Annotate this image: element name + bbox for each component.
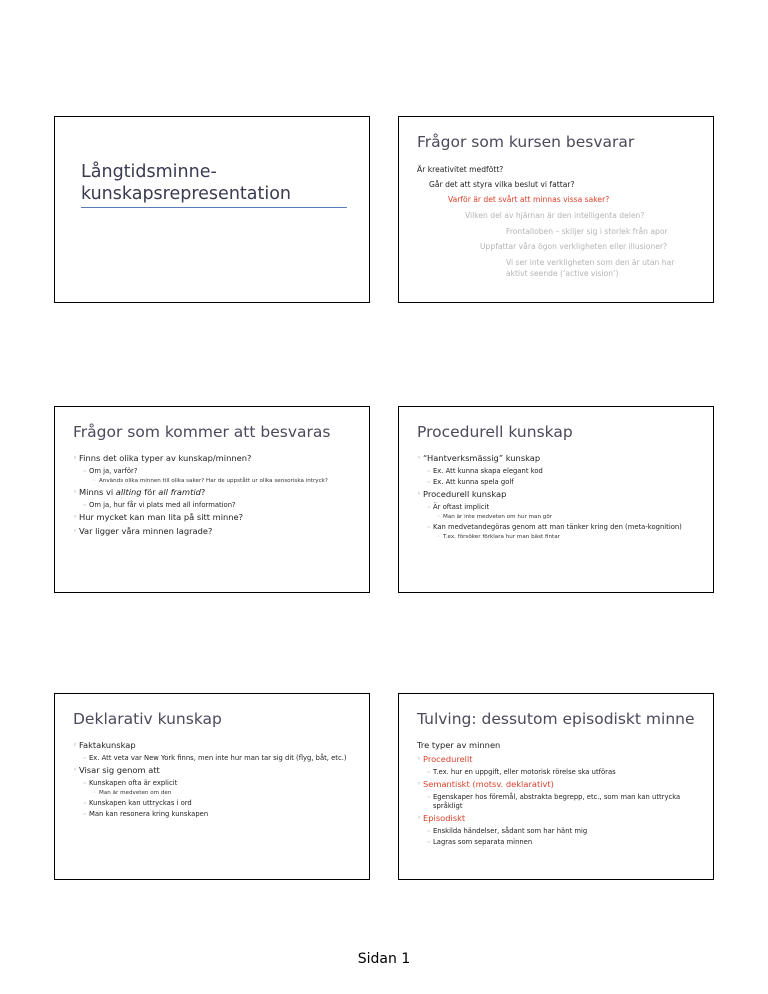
bullet-item: ◦ Är oftast implicit bbox=[427, 503, 490, 511]
bullet-icon: ◦ bbox=[427, 828, 431, 835]
bullet-item: ◦ Egenskaper hos föremål, abstrakta begrepp, etc., som man kan uttrycka språkligt bbox=[427, 793, 681, 810]
question-line-faded: Vi ser inte verkligheten som den är utan har bbox=[506, 258, 675, 267]
bullet-item: ◦ Man är medveten om den bbox=[93, 790, 172, 796]
bullet-icon: ◦ bbox=[73, 454, 78, 462]
bullet-icon: ◦ bbox=[427, 504, 431, 511]
question-line-faded: Frontalloben – skiljer sig i storlek från apor bbox=[506, 227, 668, 236]
bullet-icon: ◦ bbox=[83, 800, 87, 807]
bullet-icon: ◦ bbox=[427, 769, 431, 776]
slide-body bbox=[417, 453, 695, 543]
bullet-icon: ◦ bbox=[73, 527, 78, 535]
slide-procedurell bbox=[398, 406, 714, 593]
slide-title bbox=[54, 116, 370, 303]
bullet-item: ◦ Ex. Att kunna spela golf bbox=[427, 478, 514, 486]
bullet-item: ◦ Kunskapen ofta är explicit bbox=[83, 779, 178, 787]
title-line-2: kunskapsrepresentation bbox=[81, 184, 292, 204]
bullet-icon: ◦ bbox=[93, 478, 96, 484]
question-line: Går det att styra vilka beslut vi fattar? bbox=[429, 180, 575, 189]
slide-body bbox=[417, 740, 695, 849]
bullet-icon: ◦ bbox=[417, 780, 422, 788]
bullet-item: ◦ Ex. Att veta var New York finns, men inte hur man tar sig dit (flyg, båt, etc.) bbox=[83, 754, 347, 762]
question-line-faded: Vilken del av hjärnan är den intelligenta delen? bbox=[465, 211, 645, 220]
bullet-item: ◦ Om ja, hur får vi plats med all information? bbox=[83, 501, 236, 509]
bullet-item: ◦ Om ja, varför? bbox=[83, 467, 138, 475]
slide-tulving bbox=[398, 693, 714, 880]
slide-fragor-besvaras bbox=[54, 406, 370, 593]
slide-fragor-kursen bbox=[398, 116, 714, 303]
bullet-icon: ◦ bbox=[83, 468, 87, 475]
bullet-icon: ◦ bbox=[73, 488, 78, 496]
intro-line: Tre typer av minnen bbox=[417, 740, 501, 750]
bullet-icon: ◦ bbox=[73, 766, 78, 774]
bullet-item: ◦ Hur mycket kan man lita på sitt minne? bbox=[73, 512, 244, 522]
bullet-icon: ◦ bbox=[427, 524, 431, 531]
bullet-icon: ◦ bbox=[427, 839, 431, 846]
bullet-item: ◦ Man är inte medveten om hur man gör bbox=[437, 514, 553, 520]
slide-heading: Procedurell kunskap bbox=[417, 423, 573, 441]
bullet-item: ◦ Man kan resonera kring kunskapen bbox=[83, 810, 209, 818]
slide-body bbox=[73, 453, 351, 540]
bullet-icon: ◦ bbox=[417, 814, 422, 822]
slide-heading: Frågor som kursen besvarar bbox=[417, 133, 635, 151]
bullet-item: ◦ Enskilda händelser, sådant som har hänt mig bbox=[427, 827, 588, 835]
bullet-icon: ◦ bbox=[427, 794, 431, 801]
slide-heading: Frågor som kommer att besvaras bbox=[73, 423, 331, 441]
bullet-item-highlight: ◦ Episodiskt bbox=[417, 813, 466, 823]
bullet-icon: ◦ bbox=[73, 741, 78, 749]
bullet-item: ◦ Används olika minnen till olika saker? Har de uppstått ur olika sensoriska intryck? bbox=[93, 478, 328, 484]
page-number: Sidan 1 bbox=[357, 951, 411, 967]
bullet-item: ◦ Kan medvetandegöras genom att man tänker kring den (meta-kognition) bbox=[427, 523, 682, 531]
bullet-item: ◦ Procedurell kunskap bbox=[417, 489, 507, 499]
bullet-item: ◦ Minns vi allting för all framtid? bbox=[73, 487, 206, 497]
bullet-item-highlight: ◦ Procedurellt bbox=[417, 754, 473, 764]
bullet-icon: ◦ bbox=[83, 780, 87, 787]
question-line-faded: aktivt seende (‘active vision’) bbox=[506, 269, 619, 278]
bullet-item: ◦ Faktakunskap bbox=[73, 740, 136, 750]
slide-deklarativ bbox=[54, 693, 370, 880]
bullet-item: ◦ Kunskapen kan uttryckas i ord bbox=[83, 799, 192, 807]
bullet-icon: ◦ bbox=[83, 502, 87, 509]
bullet-item: ◦ T.ex. försöker förklara hur man bäst fintar bbox=[437, 534, 560, 540]
question-line-highlight: Varför är det svårt att minnas vissa saker? bbox=[448, 195, 610, 204]
bullet-icon: ◦ bbox=[427, 479, 431, 486]
bullet-item: ◦ “Hantverksmässig” kunskap bbox=[417, 453, 541, 463]
bullet-icon: ◦ bbox=[93, 790, 96, 796]
bullet-icon: ◦ bbox=[417, 490, 422, 498]
title-line-1: Långtidsminne- bbox=[81, 162, 217, 182]
bullet-item: ◦ Lagras som separata minnen bbox=[427, 838, 533, 846]
bullet-item: ◦ Visar sig genom att bbox=[73, 765, 160, 775]
slide-heading: Tulving: dessutom episodiskt minne bbox=[417, 710, 695, 728]
bullet-icon: ◦ bbox=[73, 513, 78, 521]
bullet-item: ◦ Var ligger våra minnen lagrade? bbox=[73, 526, 213, 536]
bullet-icon: ◦ bbox=[437, 514, 440, 520]
bullet-icon: ◦ bbox=[437, 534, 440, 540]
slide-title-text bbox=[81, 161, 291, 205]
bullet-icon: ◦ bbox=[417, 755, 422, 763]
bullet-item: ◦ Finns det olika typer av kunskap/minnen? bbox=[73, 453, 252, 463]
bullet-icon: ◦ bbox=[83, 811, 87, 818]
slide-body bbox=[73, 740, 351, 821]
bullet-item: ◦ T.ex. hur en uppgift, eller motorisk rörelse ska utföras bbox=[427, 768, 616, 776]
bullet-icon: ◦ bbox=[427, 468, 431, 475]
bullet-icon: ◦ bbox=[83, 755, 87, 762]
question-line: Är kreativitet medfött? bbox=[417, 165, 504, 174]
title-underline bbox=[81, 207, 347, 208]
bullet-item: ◦ Ex. Att kunna skapa elegant kod bbox=[427, 467, 543, 475]
bullet-item-highlight: ◦ Semantiskt (motsv. deklarativt) bbox=[417, 779, 554, 789]
question-line-faded: Uppfattar våra ögon verkligheten eller illusioner? bbox=[480, 242, 668, 251]
slide-heading: Deklarativ kunskap bbox=[73, 710, 222, 728]
bullet-icon: ◦ bbox=[417, 454, 422, 462]
